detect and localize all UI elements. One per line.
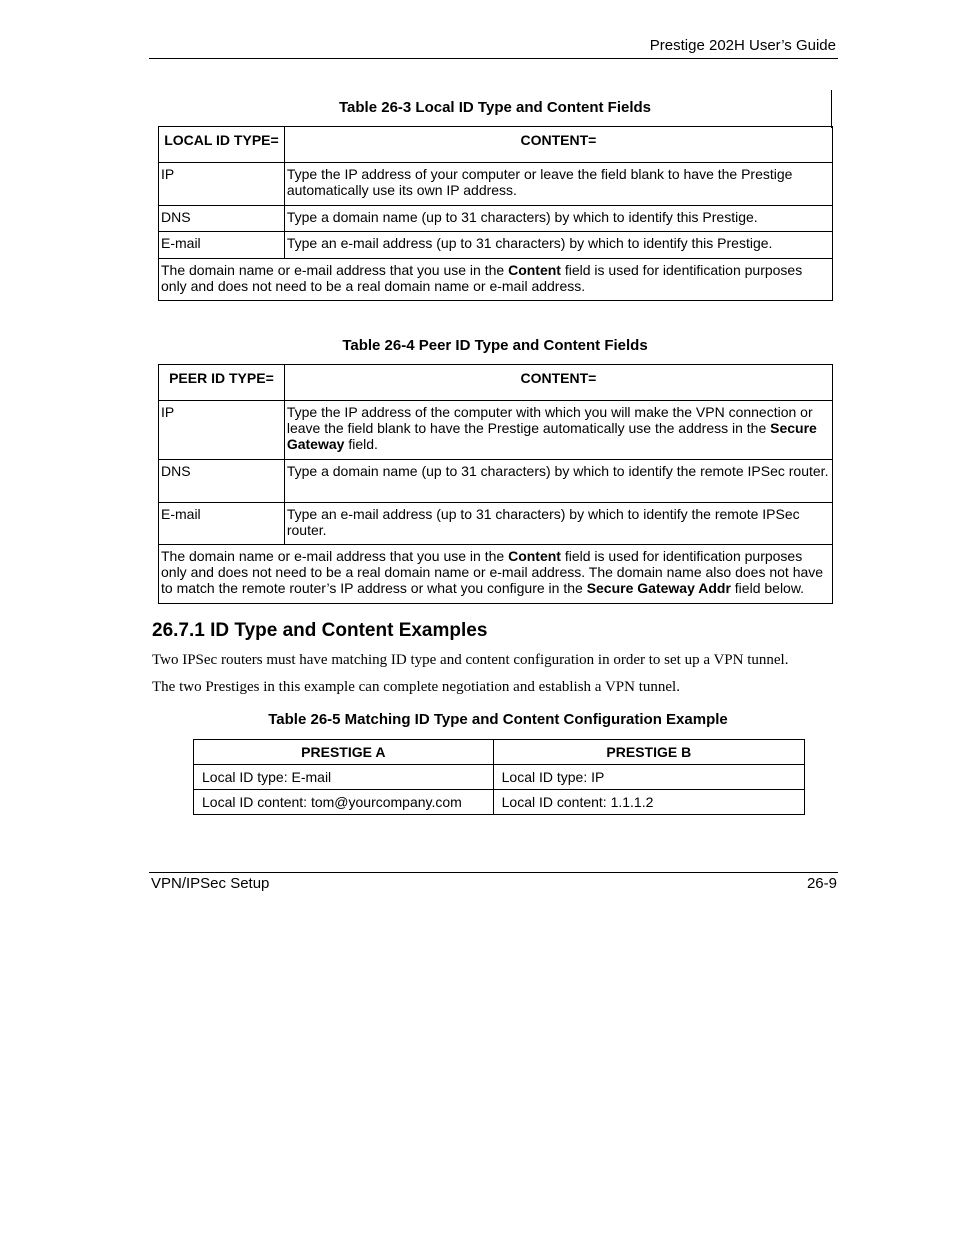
table-row <box>159 206 833 232</box>
table-cell-type: IP <box>159 163 285 206</box>
table-26-5-caption: Table 26-5 Matching ID Type and Content Configuration Example <box>268 711 728 728</box>
table-row <box>159 163 833 206</box>
table-cell-type: DNS <box>159 206 285 232</box>
table-cell-content: Type an e-mail address (up to 31 characters) by which to identify this Prestige. <box>284 232 832 259</box>
header-divider <box>149 58 838 59</box>
footer-page-number: 26-9 <box>806 875 837 892</box>
column-header-peer-id-type: PEER ID TYPE= <box>159 365 285 401</box>
table-cell-content: Type a domain name (up to 31 characters) by which to identify the remote IPSec router. <box>284 460 832 503</box>
table-cell-type: DNS <box>159 460 285 503</box>
page-header-title: Prestige 202H User’s Guide <box>649 37 836 54</box>
table-cell-content: Type the IP address of your computer or leave the field blank to have the Prestige automatically use its own IP address. <box>284 163 832 206</box>
table-cell-type: E-mail <box>159 232 285 259</box>
matching-id-table <box>193 739 805 815</box>
column-header-local-id-type: LOCAL ID TYPE= <box>159 127 285 163</box>
table-cell-type: E-mail <box>159 503 285 545</box>
table-header-row <box>159 365 833 401</box>
table-cell-content: Type a domain name (up to 31 characters) by which to identify this Prestige. <box>284 206 832 232</box>
body-paragraph: Two IPSec routers must have matching ID type and content configuration in order to set up a VPN tunnel. <box>152 652 789 668</box>
table-row <box>194 765 805 790</box>
table-cell-prestige-b: Local ID type: IP <box>493 765 804 790</box>
table-row <box>159 232 833 259</box>
table-cell-content: Type the IP address of the computer with which you will make the VPN connection or leave the field blank to have the Prestige automatically use the address in the Secure Gateway field. <box>284 401 832 460</box>
table-cell-content: Type an e-mail address (up to 31 characters) by which to identify the remote IPSec router. <box>284 503 832 545</box>
column-header-content: CONTENT= <box>284 365 832 401</box>
footer-divider <box>149 872 838 873</box>
table-header-row <box>194 740 805 765</box>
column-header-content: CONTENT= <box>284 127 832 163</box>
table-26-4-caption: Table 26-4 Peer ID Type and Content Fields <box>342 337 648 354</box>
table-row <box>159 503 833 545</box>
table-note: The domain name or e-mail address that you use in the Content field is used for identification purposes only and does not need to be a real domain name or e-mail address. <box>159 259 833 301</box>
table-row <box>194 790 805 815</box>
local-id-table <box>158 126 833 301</box>
column-header-prestige-a: PRESTIGE A <box>194 740 494 765</box>
table-cell-prestige-b: Local ID content: 1.1.1.2 <box>493 790 804 815</box>
peer-id-table <box>158 364 833 604</box>
table-header-row <box>159 127 833 163</box>
table-cell-type: IP <box>159 401 285 460</box>
column-header-prestige-b: PRESTIGE B <box>493 740 804 765</box>
body-paragraph: The two Prestiges in this example can complete negotiation and establish a VPN tunnel. <box>152 679 680 695</box>
table-cell-prestige-a: Local ID content: tom@yourcompany.com <box>194 790 494 815</box>
footer-section-name: VPN/IPSec Setup <box>151 875 270 892</box>
section-heading: 26.7.1 ID Type and Content Examples <box>152 620 488 641</box>
table-row <box>159 460 833 503</box>
table-note-row <box>159 545 833 604</box>
table-cell-prestige-a: Local ID type: E-mail <box>194 765 494 790</box>
table-26-3-caption: Table 26-3 Local ID Type and Content Fields <box>339 99 651 116</box>
table-note-row <box>159 259 833 301</box>
table-row <box>159 401 833 460</box>
table-note: The domain name or e-mail address that you use in the Content field is used for identification purposes only and does not need to be a real domain name or e-mail address. The domain name also does not have to match the remote router’s IP address or what you configure in the Secure Gateway Addr field below. <box>159 545 833 604</box>
